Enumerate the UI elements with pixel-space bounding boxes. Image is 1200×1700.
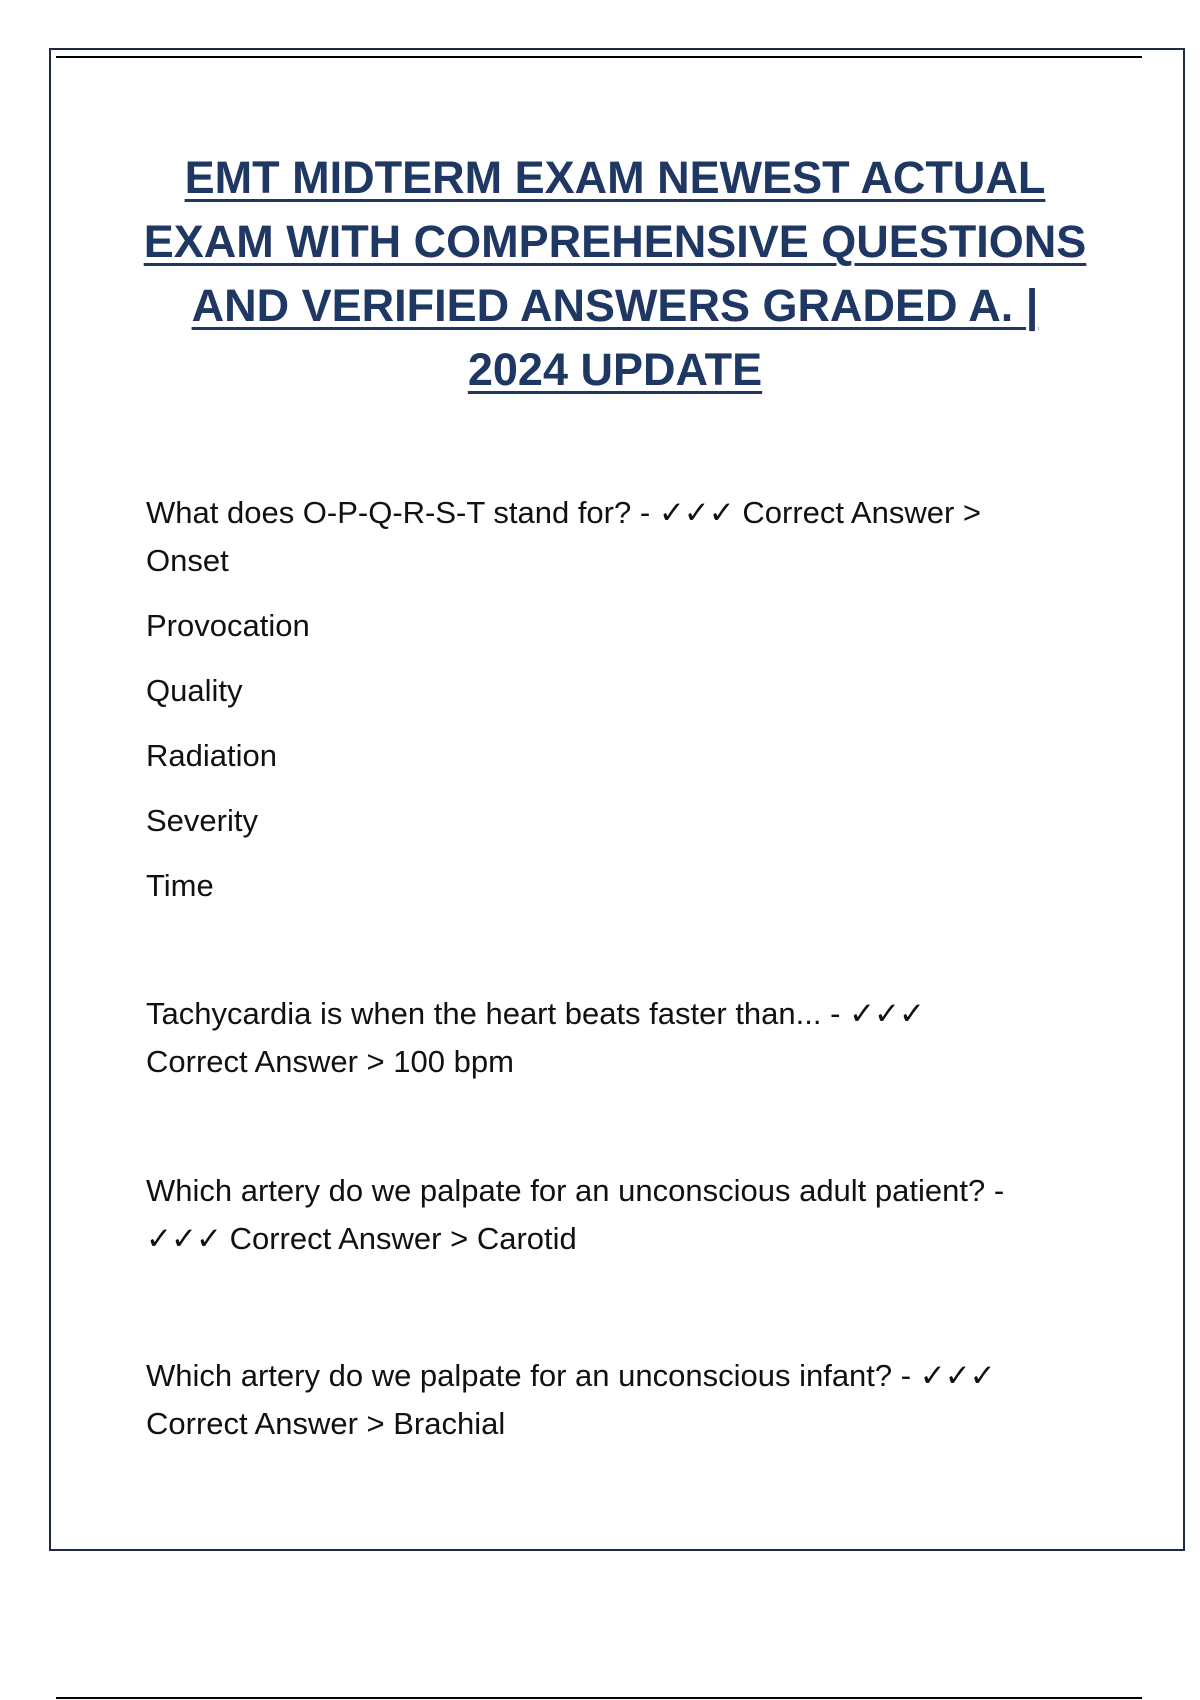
top-rule <box>56 56 1142 58</box>
check-marks-icon: ✓✓✓ <box>849 996 924 1032</box>
title-line: EMT MIDTERM EXAM NEWEST ACTUAL <box>184 152 1046 203</box>
title-line: 2024 UPDATE <box>467 344 763 395</box>
answer-item: Severity <box>146 803 258 838</box>
answer-item: Provocation <box>146 608 310 643</box>
question-answer-text <box>146 489 1096 585</box>
check-marks-icon: ✓✓✓ <box>146 1221 221 1257</box>
answer-text: 100 bpm <box>393 1044 514 1079</box>
answer-text: Carotid <box>476 1221 577 1256</box>
question-answer-text <box>146 990 1096 1086</box>
question-text: What does O-P-Q-R-S-T stand for? - <box>146 495 651 530</box>
answer-label: Correct Answer > <box>742 495 981 530</box>
question-block-tachycardia <box>146 990 1096 1086</box>
title-line: AND VERIFIED ANSWERS GRADED A. | <box>191 280 1039 331</box>
answer-item: Quality <box>146 673 243 708</box>
question-answer-text <box>146 1352 1096 1448</box>
question-text: Tachycardia is when the heart beats faster than... - <box>146 996 841 1031</box>
answer-text: Brachial <box>393 1406 506 1441</box>
answer-item: Onset <box>146 543 229 578</box>
answer-item: Radiation <box>146 738 277 773</box>
check-marks-icon: ✓✓✓ <box>919 1358 995 1394</box>
answer-item: Time <box>146 868 214 903</box>
answer-label: Correct Answer > <box>229 1221 469 1256</box>
check-marks-icon: ✓✓✓ <box>658 495 734 531</box>
document-title <box>110 146 1120 402</box>
bottom-rule <box>56 1697 1142 1699</box>
question-answer-text <box>146 1167 1096 1263</box>
title-line: EXAM WITH COMPREHENSIVE QUESTIONS <box>143 216 1087 267</box>
question-block-opqrst <box>146 489 1096 910</box>
question-text: Which artery do we palpate for an unconscious adult patient? - <box>146 1173 1005 1208</box>
answer-label: Correct Answer > <box>146 1044 385 1079</box>
answer-label: Correct Answer > <box>146 1406 385 1441</box>
question-text: Which artery do we palpate for an unconscious infant? - <box>146 1358 912 1393</box>
question-block-infant-artery <box>146 1352 1096 1448</box>
question-block-adult-artery <box>146 1167 1096 1263</box>
